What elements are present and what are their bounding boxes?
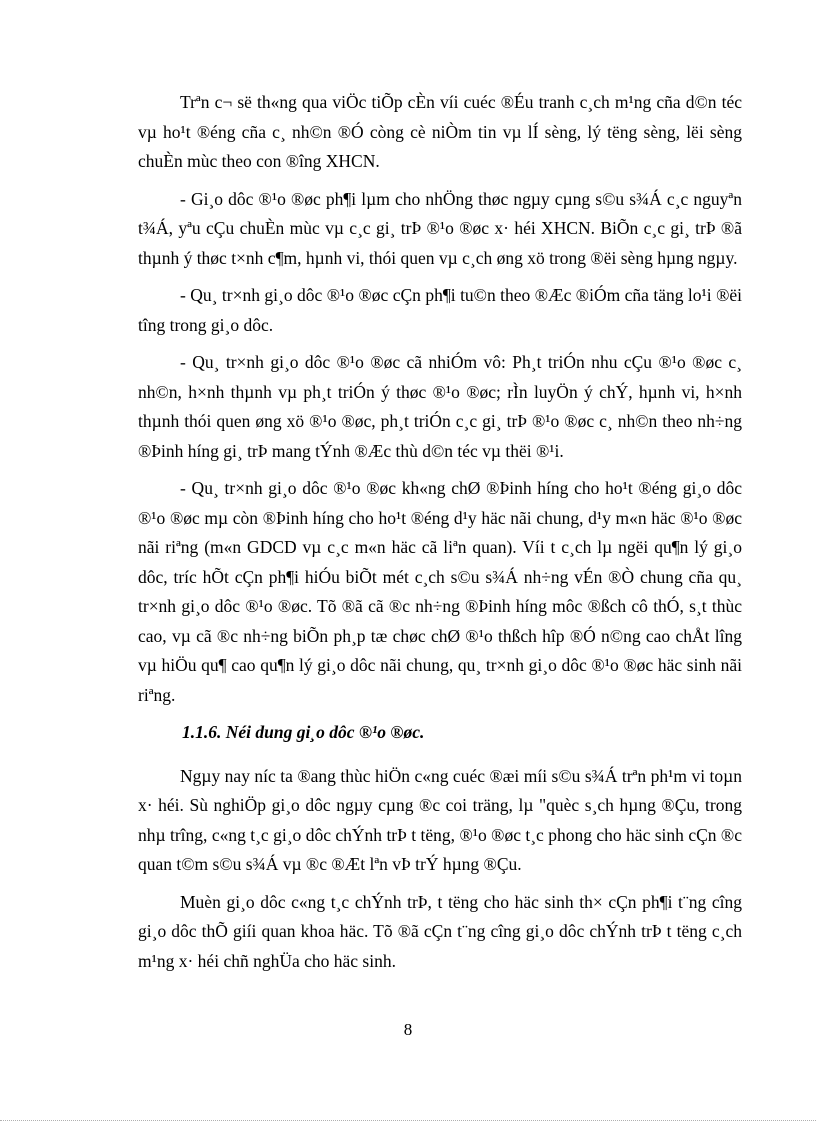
section-heading: 1.1.6. Néi dung gi¸o dôc ®¹o ®øc. <box>182 722 425 742</box>
body-text <box>138 88 742 984</box>
footer-divider <box>0 1120 816 1121</box>
paragraph: Trªn c¬ së th«ng qua viÖc tiÕp cÈn víi cuéc ®Éu tranh c¸ch m¹ng cña d©n téc vµ ho¹t ®éng cña c¸ nh©n ®Ó còng cè niÒm tin vµ lÍ sèng, lý tëng sèng, lëi sèng chuÈn mùc theo con ®îng XHCN. <box>138 92 742 171</box>
page-number: 8 <box>403 1020 413 1039</box>
paragraph: Muèn gi¸o dôc c«ng t¸c chÝnh trÞ, t tëng cho häc sinh th× cÇn ph¶i t¨ng cîng gi¸o dôc thÕ giíi quan khoa häc. Tõ ®ã cÇn t¨ng cîng gi¸o dôc chÝnh trÞ t tëng c¸ch m¹ng x· héi chñ nghÜa cho häc sinh. <box>138 891 742 971</box>
paragraph: - Qu¸ tr×nh gi¸o dôc ®¹o ®øc kh«ng chØ ®Þinh híng cho ho¹t ®éng gi¸o dôc ®¹o ®øc mµ còn ®Þinh híng cho ho¹t ®éng d¹y häc nãi chung, d¹y m«n häc ®¹o ®øc nãi riªng (m«n GDCD vµ c¸c m«n häc cã liªn quan). Víi t c¸ch lµ ngëi qu¶n lý gi¸o dôc, tríc hÕt cÇn ph¶i hiÓu biÕt mét c¸ch s©u s¾Á nh÷ng vÉn ®Ò chung cña qu¸ tr×nh gi¸o dôc ®¹o ®øc. Tõ ®ã cã ®c nh÷ng ®Þinh híng môc ®ßch cô thÓ, s¸t thùc cao, vµ cã ®c nh÷ng biÕn ph¸p tæ chøc chØ ®¹o thßch hîp ®Ó n©ng cao chÅt lîng vµ hiÖu qu¶ cao qu¶n lý gi¸o dôc nãi chung, qu¸ tr×nh gi¸o dôc ®¹o ®øc häc sinh nãi riªng. <box>138 478 742 705</box>
paragraph: Ngµy nay níc ta ®ang thùc hiÖn c«ng cuéc ®æi míi s©u s¾Á trªn ph¹m vi toµn x· héi. Sù nghiÖp gi¸o dôc ngµy cµng ®c coi träng, lµ "quèc s¸ch hµng ®Çu, trong nhµ trîng, c«ng t¸c gi¸o dôc chÝnh trÞ t tëng, ®¹o ®øc t¸c phong cho häc sinh cÇn ®c quan t©m s©u s¾Á vµ ®c ®Æt lªn vÞ trÝ hµng ®Çu. <box>138 765 742 874</box>
paragraph: - Qu¸ tr×nh gi¸o dôc ®¹o ®øc cã nhiÓm vô: Ph¸t triÓn nhu cÇu ®¹o ®øc c¸ nh©n, h×nh thµnh vµ ph¸t triÓn ý thøc ®¹o ®øc; rÌn luyÖn ý chÝ, hµnh vi, h×nh thµnh thói quen øng xö ®¹o ®øc, ph¸t triÓn c¸c gi¸ trÞ ®¹o ®øc c¸ nh©n theo nh÷ng ®Þinh híng gi¸ trÞ mang tÝnh ®Æc thù d©n téc vµ thëi ®¹i. <box>138 352 742 461</box>
paragraph: - Qu¸ tr×nh gi¸o dôc ®¹o ®øc cÇn ph¶i tu©n theo ®Æc ®iÓm cña täng lo¹i ®ëi tîng trong gi¸o dôc. <box>138 285 742 335</box>
paragraph: - Gi¸o dôc ®¹o ®øc ph¶i lµm cho nhÖng thøc ngµy cµng s©u s¾Á c¸c nguyªn t¾Á, yªu cÇu chuÈn mùc vµ c¸c gi¸ trÞ ®¹o ®øc x· héi XHCN. BiÕn c¸c gi¸ trÞ ®ã thµnh ý thøc t×nh c¶m, hµnh vi, thói quen vµ c¸ch øng xö trong ®ëi sèng hµng ngµy. <box>138 188 742 268</box>
